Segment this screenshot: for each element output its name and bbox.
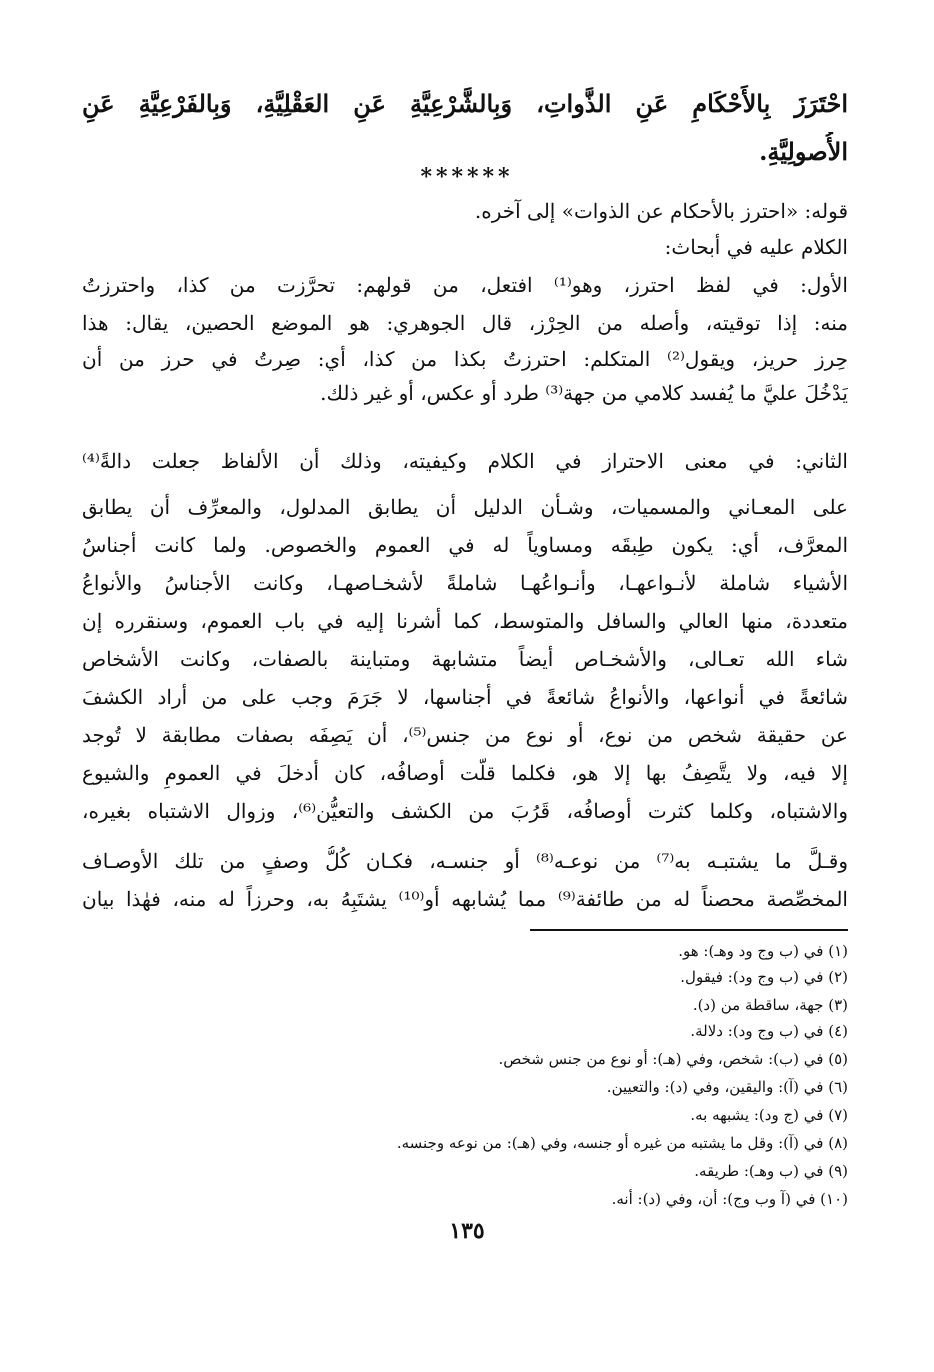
body-line: شائعةً في أنواعها، والأنواعُ شائعةً في أجناسها، لا جَرَمَ وجب على من أراد الكشفَ [82, 685, 848, 709]
body-line: حِرز حريز، ويقول⁽²⁾ المتكلم: احترزتُ بكذا من كذا، أي: صِرتُ في حرز من أن [82, 347, 848, 371]
page-number: ١٣٥ [449, 1218, 485, 1244]
footnote-divider [530, 929, 848, 931]
body-line: الكلام عليه في أبحاث: [664, 235, 848, 259]
footnote: (٢) في (ب وج ود): فيقول. [680, 968, 848, 986]
body-line: منه: إذا توقيته، وأصله من الحِرْز، قال الجوهري: هو الموضع الحصين، يقال: هذا [82, 311, 848, 335]
body-line: الأول: في لفظ احترز، وهو⁽¹⁾ افتعل، من قولهم: تحرَّزت من كذا، واحترزتُ [82, 273, 848, 297]
matn-line-2: الأُصولِيَّةِ. [759, 137, 848, 166]
body-line: الثاني: في معنى الاحتراز في الكلام وكيفيته، وذلك أن الألفاظ جعلت دالةً⁽⁴⁾ [82, 449, 848, 473]
body-line: شاء الله تعـالى، والأشخـاص أيضاً متشابهة ومتباينة بالصفات، وكانت الأشخاص [82, 647, 848, 671]
body-line: والاشتباه، وكلما كثرت أوصافُه، قَرُبَ من الكشف والتعيُّن⁽⁶⁾، وزوال الاشتباه بغيره، [82, 799, 848, 823]
body-line: وقـلَّ ما يشتبـه به⁽⁷⁾ من نوعـه⁽⁸⁾ أو جنسـه، فكـان كُلُّ وصفٍ من تلك الأوصـاف [82, 849, 848, 873]
body-line: متعددة، منها العالي والسافل والمتوسط، كما أشرنا إليه في باب العموم، وسنقرره إن [82, 609, 848, 633]
body-line: قوله: «احترز بالأحكام عن الذوات» إلى آخره. [474, 199, 848, 223]
footnote: (٣) جهة، ساقطة من (د). [692, 996, 848, 1014]
matn-line-1: احْتَرَزَ بِالأَحْكَامِ عَنِ الذَّواتِ، وَبِالشَّرْعِيَّةِ عَنِ العَقْلِيَّةِ، وَبِالفَرْعِيَّةِ عَنِ [82, 89, 848, 118]
body-line: عن حقيقة شخص من نوع، أو نوع من جنس⁽⁵⁾، أن يَصِفَه بصفات مطابقة لا تُوجد [82, 723, 848, 747]
footnote: (٤) في (ب وج ود): دلالة. [690, 1022, 848, 1040]
footnote: (١٠) في (آ وب وج): أن، وفي (د): أنه. [611, 1190, 848, 1208]
body-line: إلا فيه، ولا يتَّصِفُ بها إلا هو، فكلما قلَّت أوصافُه، كان أدخلَ في العمومِ والشيوع [82, 761, 848, 785]
footnote: (٨) في (آ): وقل ما يشتبه من غيره أو جنسه، وفي (هـ): من نوعه وجنسه. [396, 1134, 848, 1152]
footnote: (٩) في (ب وهـ): طريقه. [694, 1162, 848, 1180]
body-line: على المعـاني والمسميات، وشـأن الدليل أن يطابق المدلول، والمعرِّف أن يطابق [82, 495, 848, 519]
footnote: (٧) في (ج ود): يشبهه به. [690, 1106, 848, 1124]
body-line: المخصِّصة محصناً له من طائفة⁽⁹⁾ مما يُشابهه أو⁽¹⁰⁾ يشتَبِهُ به، وحرزاً له منه، فهٰذا بيان [82, 887, 848, 911]
footnote: (٥) في (ب): شخص، وفي (هـ): أو نوع من جنس شخص. [498, 1050, 848, 1068]
body-line: يَدْخُلَ عليَّ ما يُفسد كلامي من جهة⁽³⁾ طرد أو عكس، أو غير ذلك. [320, 381, 848, 405]
footnote: (٦) في (آ): واليقين، وفي (د): والتعيين. [606, 1078, 848, 1096]
body-line: الأشياء شاملة لأنـواعهـا، وأنـواعُهـا شاملةً لأشخـاصهـا، وكانت الأجناسُ والأنواعُ [82, 571, 848, 595]
body-line: المعرَّف، أي: يكون طِبقَه ومساوياً له في العموم والخصوص. ولما كانت أجناسُ [82, 533, 848, 557]
footnote: (١) في (ب وج ود وهـ): هو. [678, 942, 848, 960]
section-separator: ****** [420, 164, 514, 190]
